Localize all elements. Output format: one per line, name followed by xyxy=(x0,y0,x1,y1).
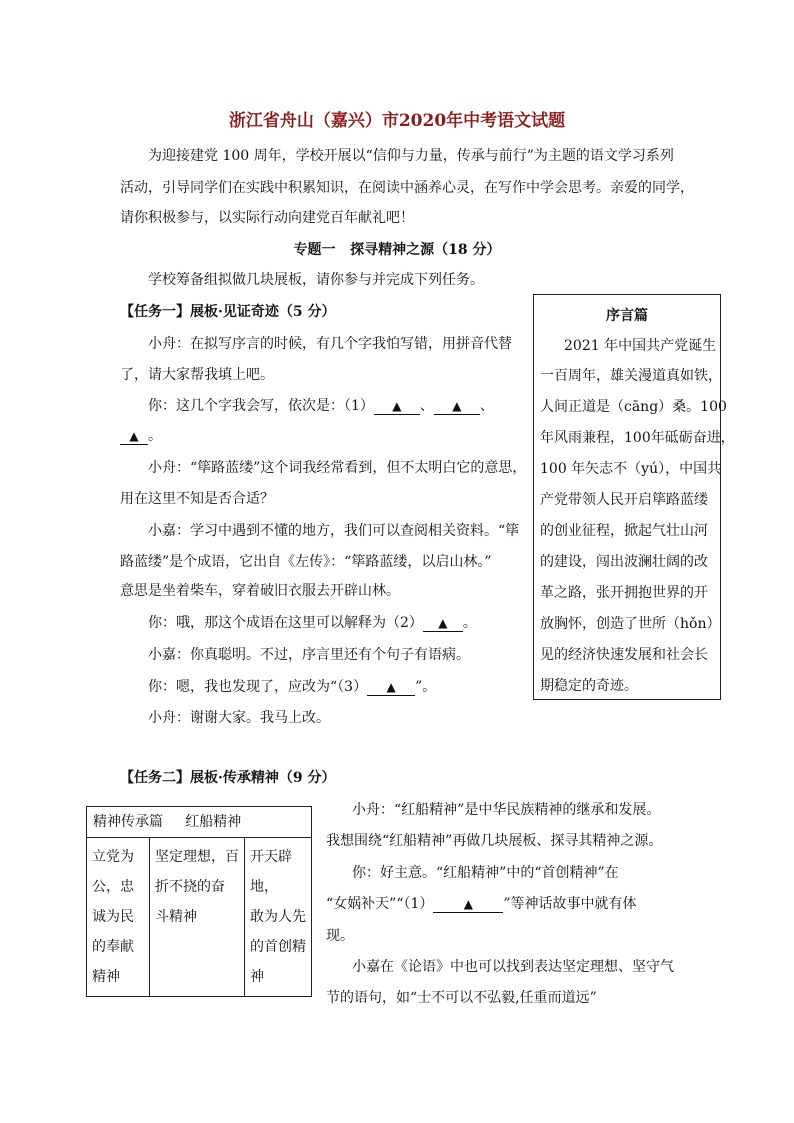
cell-line: 诚为民 xyxy=(92,909,134,925)
task2-heading: 【任务二】展板·传承精神（9 分） xyxy=(120,770,336,786)
preface-line: 的建设，闯出波澜壮阔的改 xyxy=(540,554,708,570)
task2-line: 你：好主意。“红船精神”中的“首创精神”在 xyxy=(352,865,619,881)
triangle-marker-icon: ▲ xyxy=(463,897,473,911)
spirit-cell-struggle xyxy=(150,838,245,997)
cell-line: 折不挠的奋 xyxy=(155,879,225,895)
intro-line-3: 请你积极参与，以实际行动向建党百年献礼吧！ xyxy=(120,210,414,226)
task2-line: 我想围绕“红船精神”再做几块展板、探寻其精神之源。 xyxy=(326,833,663,849)
task1-line: 意思是坐着柴车，穿着破旧衣服去开辟山林。 xyxy=(120,583,400,599)
task2-line: ”等神话故事中就有体 xyxy=(503,896,637,912)
separator: 、 xyxy=(419,398,434,414)
period: 。 xyxy=(462,615,477,631)
task2-line: 节的语句，如“士不可以不弘毅,任重而道远” xyxy=(326,990,597,1006)
task1-answer-line-3 xyxy=(148,677,436,697)
triangle-marker-icon: ▲ xyxy=(386,680,396,694)
task1-answer-line xyxy=(148,396,494,416)
preface-line: 见的经济快速发展和社会长 xyxy=(540,647,708,663)
cell-line: 公，忠 xyxy=(92,879,134,895)
cell-line: 立党为 xyxy=(92,849,134,865)
answer-blank-5[interactable] xyxy=(367,679,415,696)
task1-answer-line-cont xyxy=(120,426,162,446)
preface-line: 2021 年中国共产党诞生 xyxy=(564,338,717,354)
spirit-cell-pioneering xyxy=(245,838,312,997)
task1-heading: 【任务一】展板·见证奇迹（5 分） xyxy=(120,304,336,320)
triangle-marker-icon: ▲ xyxy=(452,399,462,413)
preface-line: 100 年矢志不（yú），中国共 xyxy=(540,461,722,477)
answer-blank-6[interactable] xyxy=(433,896,503,913)
page-title: 浙江省舟山（嘉兴）市2020年中考语文试题 xyxy=(228,111,566,131)
preface-line: 人间正道是（cāng）桑。100 xyxy=(540,399,727,415)
cell-line: 坚定理想，百 xyxy=(155,849,239,865)
task1-line: 小嘉：学习中遇到不懂的地方，我们可以查阅相关资料。“筚 xyxy=(148,523,520,539)
preface-line: 产党带领人民开启筚路蓝缕 xyxy=(540,492,708,508)
task1-line: 你：嗯，我也发现了，应改为“（3） xyxy=(148,679,368,695)
preface-box xyxy=(533,294,735,700)
triangle-marker-icon: ▲ xyxy=(129,429,139,443)
cell-line: 精神 xyxy=(92,969,120,985)
cell-line: 开天辟地， xyxy=(250,849,292,895)
task1-line: 你：这几个字我会写，依次是：（1） xyxy=(148,398,374,414)
task2-line: 现。 xyxy=(326,928,354,944)
section-lead: 学校筹备组拟做几块展板，请你参与并完成下列任务。 xyxy=(148,272,484,288)
cell-line: 斗精神 xyxy=(155,909,197,925)
preface-line: 的创业征程，掀起气壮山河 xyxy=(540,523,708,539)
answer-blank-1[interactable] xyxy=(374,398,420,415)
answer-blank-4[interactable] xyxy=(423,615,463,632)
preface-line: 放胸怀，创造了世所（hǒn） xyxy=(540,616,721,632)
task1-line: 小舟：谢谢大家。我马上改。 xyxy=(148,710,330,726)
preface-title: 序言篇 xyxy=(606,308,648,324)
answer-blank-3[interactable] xyxy=(120,428,148,445)
preface-line: 革之路，张开拥抱世界的开 xyxy=(540,585,708,601)
triangle-marker-icon: ▲ xyxy=(438,616,448,630)
task2-line: “女娲补天”“（1） xyxy=(326,896,434,912)
cell-line: 的首创精 xyxy=(250,939,306,955)
task1-line: 小嘉：你真聪明。不过，序言里还有个句子有语病。 xyxy=(148,647,470,663)
task2-line: 小舟：“红船精神”是中华民族精神的继承和发展。 xyxy=(352,802,661,818)
preface-line: 一百周年，雄关漫道真如铁， xyxy=(540,368,722,384)
task1-line: 小舟：在拟写序言的时候，有几个字我怕写错，用拼音代替 xyxy=(148,336,512,352)
intro-line-1: 为迎接建党 100 周年，学校开展以“信仰与力量，传承与前行”为主题的语文学习系列 xyxy=(148,148,674,164)
separator: 、 xyxy=(479,398,494,414)
cell-line: 敢为人先 xyxy=(250,909,306,925)
triangle-marker-icon: ▲ xyxy=(392,399,402,413)
close-quote: ”。 xyxy=(415,679,437,695)
cell-line: 的奉献 xyxy=(92,939,134,955)
task1-line: 了，请大家帮我填上吧。 xyxy=(120,367,274,383)
task1-line: 你：哦，那这个成语在这里可以解释为（2） xyxy=(148,615,423,631)
task2-line: 小嘉在《论语》中也可以找到表达坚定理想、坚守气 xyxy=(352,959,674,975)
task2-answer-line xyxy=(326,894,637,914)
spirit-table-header: 精神传承篇 红船精神 xyxy=(87,807,312,838)
task1-line: 小舟：“筚路蓝缕”这个词我经常看到，但不太明白它的意思， xyxy=(148,460,527,476)
cell-line: 神 xyxy=(250,969,264,985)
spirit-table xyxy=(86,806,312,997)
preface-line: 年风雨兼程，100年砥砺奋进， xyxy=(540,430,735,446)
task1-answer-line-2 xyxy=(148,613,477,633)
section-heading: 专题一 探寻精神之源（18 分） xyxy=(293,242,501,258)
preface-line: 期稳定的奇迹。 xyxy=(540,678,638,694)
intro-line-2: 活动，引导同学们在实践中积累知识，在阅读中涵养心灵，在写作中学会思考。亲爱的同学， xyxy=(120,180,694,196)
task1-line: 用在这里不知是否合适？ xyxy=(120,491,274,507)
task1-line: 路蓝缕”是个成语，它出自《左传》：“筚路蓝缕，以启山林。” xyxy=(120,554,492,570)
spirit-cell-dedication xyxy=(87,838,150,997)
period: 。 xyxy=(148,428,162,444)
answer-blank-2[interactable] xyxy=(434,398,480,415)
